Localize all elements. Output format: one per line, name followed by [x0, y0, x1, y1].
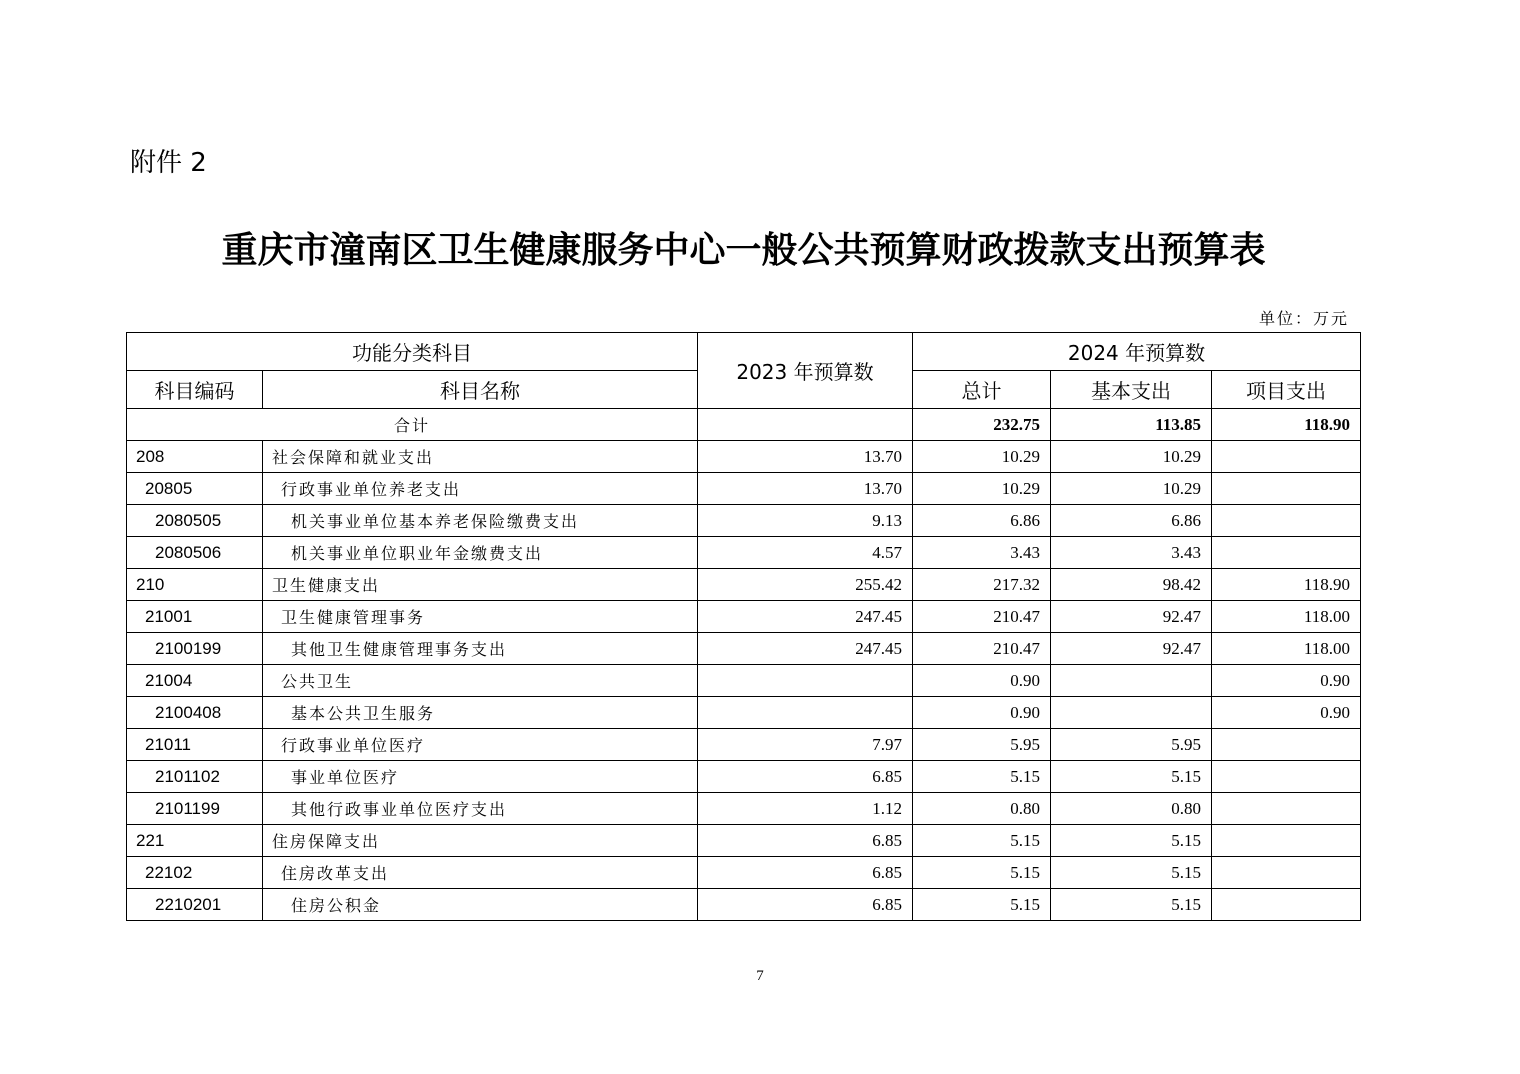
cell-total: 5.15	[913, 857, 1051, 889]
cell-code: 21004	[127, 665, 263, 697]
cell-project: 0.90	[1212, 665, 1361, 697]
cell-total: 6.86	[913, 505, 1051, 537]
cell-code: 2101102	[127, 761, 263, 793]
cell-project: 0.90	[1212, 697, 1361, 729]
cell-code: 221	[127, 825, 263, 857]
table-row	[127, 441, 1361, 473]
cell-name: 其他行政事业单位医疗支出	[263, 793, 698, 825]
cell-budget-2023: 6.85	[698, 857, 913, 889]
cell-budget-2023: 6.85	[698, 889, 913, 921]
cell-basic: 5.15	[1051, 825, 1212, 857]
cell-total: 0.80	[913, 793, 1051, 825]
cell-basic: 10.29	[1051, 441, 1212, 473]
cell-budget-2023: 1.12	[698, 793, 913, 825]
cell-budget-2023: 247.45	[698, 601, 913, 633]
cell-name: 事业单位医疗	[263, 761, 698, 793]
unit-label: 单位：万元	[1258, 309, 1349, 328]
table-row	[127, 889, 1361, 921]
cell-name: 卫生健康支出	[263, 569, 698, 601]
cell-project: 118.00	[1212, 601, 1361, 633]
total-basic: 113.85	[1051, 409, 1212, 441]
table-row	[127, 537, 1361, 569]
header-project: 项目支出	[1212, 371, 1361, 409]
cell-code: 208	[127, 441, 263, 473]
cell-basic: 92.47	[1051, 633, 1212, 665]
total-project: 118.90	[1212, 409, 1361, 441]
cell-total: 5.15	[913, 825, 1051, 857]
total-label: 合计	[127, 409, 698, 441]
attachment-label: 附件 2	[130, 148, 207, 178]
cell-code: 21011	[127, 729, 263, 761]
cell-total: 5.15	[913, 761, 1051, 793]
cell-basic	[1051, 665, 1212, 697]
cell-total: 210.47	[913, 633, 1051, 665]
cell-basic: 92.47	[1051, 601, 1212, 633]
table-row	[127, 825, 1361, 857]
cell-budget-2023: 6.85	[698, 825, 913, 857]
cell-name: 住房保障支出	[263, 825, 698, 857]
cell-project	[1212, 505, 1361, 537]
header-budget-2023: 2023 年预算数	[698, 333, 913, 409]
cell-project	[1212, 729, 1361, 761]
cell-basic: 98.42	[1051, 569, 1212, 601]
cell-basic: 5.15	[1051, 857, 1212, 889]
cell-budget-2023: 4.57	[698, 537, 913, 569]
table-row	[127, 505, 1361, 537]
cell-budget-2023	[698, 665, 913, 697]
cell-total: 0.90	[913, 697, 1051, 729]
cell-basic: 3.43	[1051, 537, 1212, 569]
cell-project: 118.00	[1212, 633, 1361, 665]
cell-basic: 6.86	[1051, 505, 1212, 537]
cell-total: 3.43	[913, 537, 1051, 569]
header-functional-category: 功能分类科目	[127, 333, 698, 371]
cell-basic: 5.95	[1051, 729, 1212, 761]
cell-name: 行政事业单位医疗	[263, 729, 698, 761]
table-row	[127, 761, 1361, 793]
cell-basic: 0.80	[1051, 793, 1212, 825]
cell-total: 217.32	[913, 569, 1051, 601]
cell-project	[1212, 825, 1361, 857]
table-row	[127, 697, 1361, 729]
cell-project	[1212, 761, 1361, 793]
cell-name: 住房公积金	[263, 889, 698, 921]
cell-name: 其他卫生健康管理事务支出	[263, 633, 698, 665]
cell-total: 210.47	[913, 601, 1051, 633]
cell-budget-2023: 13.70	[698, 441, 913, 473]
cell-code: 2100408	[127, 697, 263, 729]
table-row	[127, 473, 1361, 505]
cell-budget-2023: 9.13	[698, 505, 913, 537]
cell-project	[1212, 889, 1361, 921]
table-row	[127, 569, 1361, 601]
cell-total: 5.15	[913, 889, 1051, 921]
cell-budget-2023: 247.45	[698, 633, 913, 665]
header-basic: 基本支出	[1051, 371, 1212, 409]
cell-name: 住房改革支出	[263, 857, 698, 889]
cell-project	[1212, 793, 1361, 825]
total-budget-2023	[698, 409, 913, 441]
page-title: 重庆市潼南区卫生健康服务中心一般公共预算财政拨款支出预算表	[221, 229, 1266, 271]
cell-project	[1212, 441, 1361, 473]
total-row	[127, 409, 1361, 441]
cell-code: 2210201	[127, 889, 263, 921]
budget-table	[126, 332, 1361, 921]
cell-name: 机关事业单位基本养老保险缴费支出	[263, 505, 698, 537]
cell-code: 20805	[127, 473, 263, 505]
cell-name: 行政事业单位养老支出	[263, 473, 698, 505]
cell-total: 5.95	[913, 729, 1051, 761]
cell-code: 2080505	[127, 505, 263, 537]
table-row	[127, 793, 1361, 825]
cell-code: 210	[127, 569, 263, 601]
cell-code: 2100199	[127, 633, 263, 665]
cell-code: 22102	[127, 857, 263, 889]
header-budget-2024: 2024 年预算数	[913, 333, 1361, 371]
cell-name: 机关事业单位职业年金缴费支出	[263, 537, 698, 569]
cell-project	[1212, 537, 1361, 569]
cell-project	[1212, 857, 1361, 889]
cell-name: 卫生健康管理事务	[263, 601, 698, 633]
cell-total: 10.29	[913, 473, 1051, 505]
cell-code: 21001	[127, 601, 263, 633]
cell-name: 社会保障和就业支出	[263, 441, 698, 473]
cell-code: 2101199	[127, 793, 263, 825]
cell-total: 0.90	[913, 665, 1051, 697]
cell-project: 118.90	[1212, 569, 1361, 601]
total-total: 232.75	[913, 409, 1051, 441]
cell-basic: 5.15	[1051, 889, 1212, 921]
cell-name: 公共卫生	[263, 665, 698, 697]
cell-budget-2023	[698, 697, 913, 729]
header-code: 科目编码	[127, 371, 263, 409]
cell-basic: 10.29	[1051, 473, 1212, 505]
cell-budget-2023: 13.70	[698, 473, 913, 505]
table-row	[127, 729, 1361, 761]
cell-code: 2080506	[127, 537, 263, 569]
cell-budget-2023: 6.85	[698, 761, 913, 793]
cell-total: 10.29	[913, 441, 1051, 473]
table-row	[127, 601, 1361, 633]
cell-basic: 5.15	[1051, 761, 1212, 793]
table-row	[127, 633, 1361, 665]
header-total: 总计	[913, 371, 1051, 409]
table-row	[127, 665, 1361, 697]
cell-basic	[1051, 697, 1212, 729]
table-row	[127, 857, 1361, 889]
cell-budget-2023: 7.97	[698, 729, 913, 761]
cell-name: 基本公共卫生服务	[263, 697, 698, 729]
cell-project	[1212, 473, 1361, 505]
cell-budget-2023: 255.42	[698, 569, 913, 601]
page-number: 7	[756, 968, 764, 984]
header-name: 科目名称	[263, 371, 698, 409]
